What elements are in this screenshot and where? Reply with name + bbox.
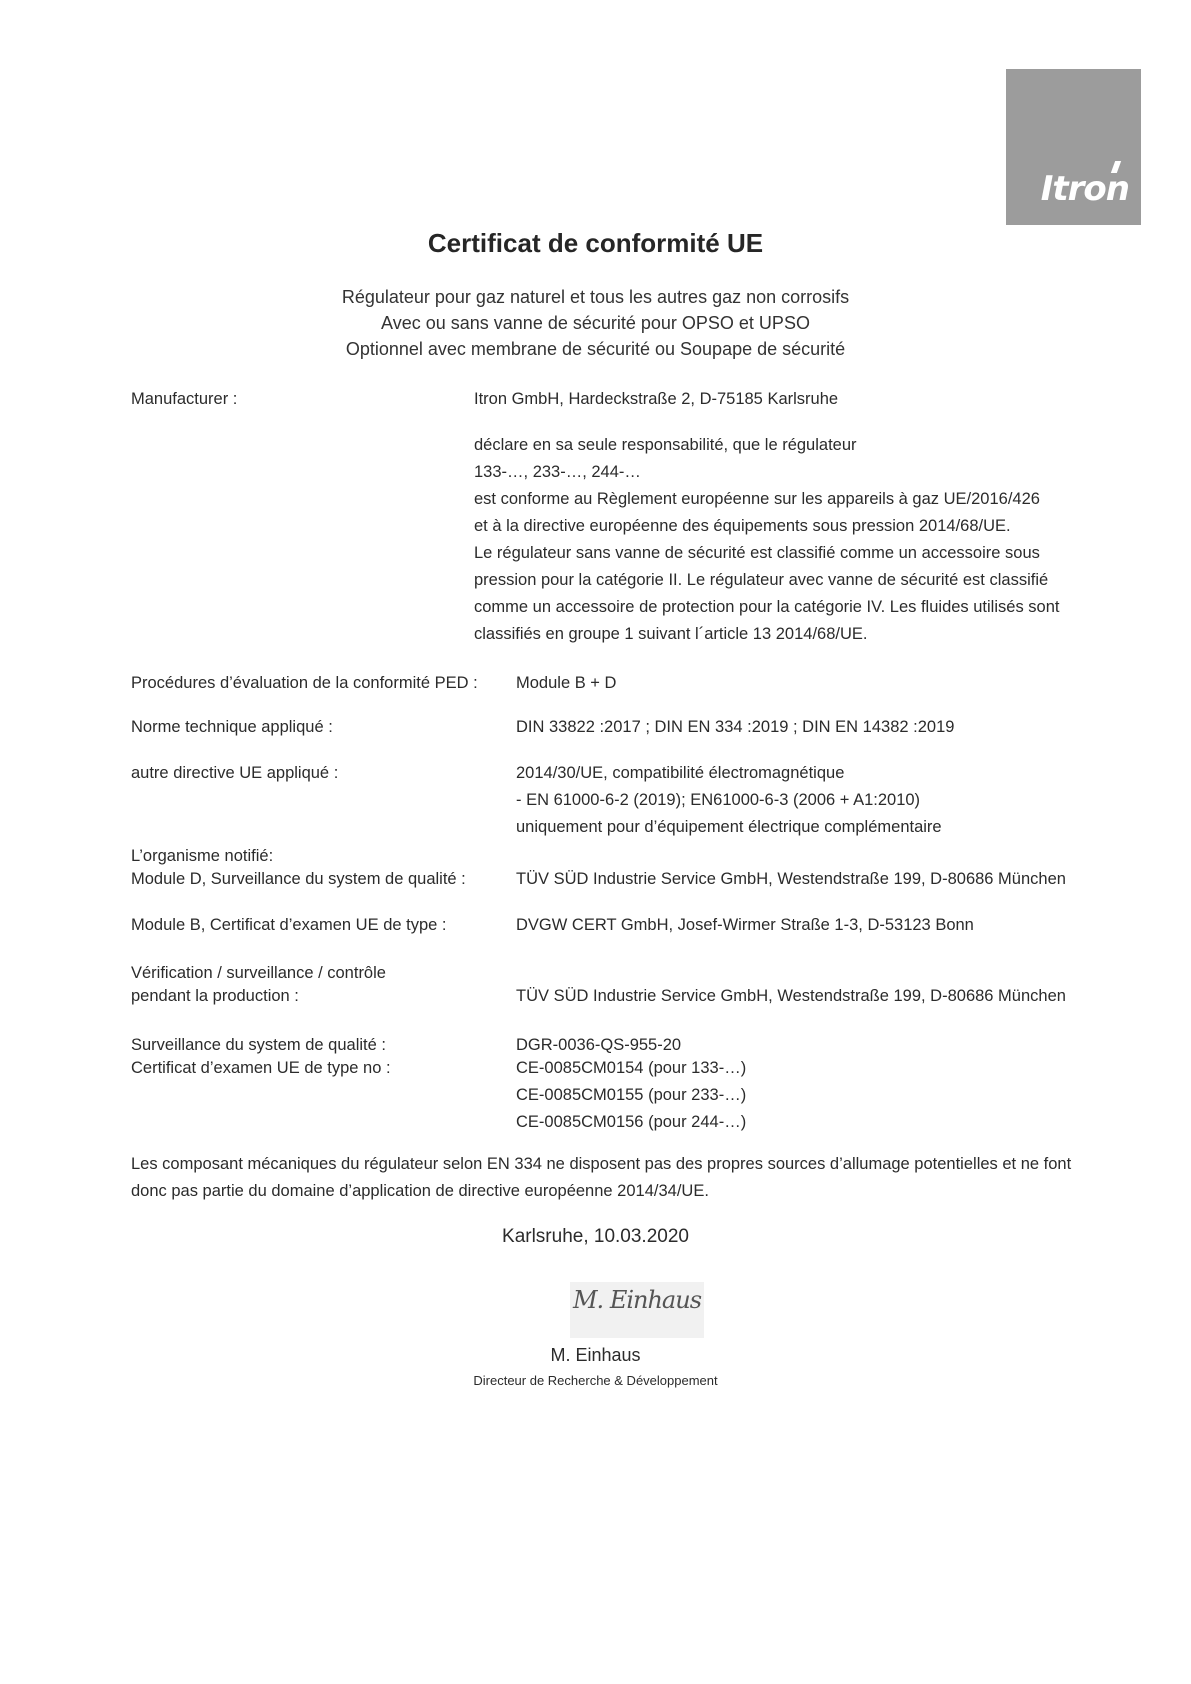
declaration-line: classifiés en groupe 1 suivant l´article 13 2014/68/UE. <box>474 625 868 643</box>
declaration-line: est conforme au Règlement européenne sur les appareils à gaz UE/2016/426 <box>474 490 1040 508</box>
module-b-label: Module B, Certificat d’examen UE de type : <box>131 916 447 934</box>
closing-paragraph <box>131 1151 1141 1205</box>
procedures-label: Procédures d’évaluation de la conformité PED : <box>131 674 478 692</box>
signature-area <box>570 1282 704 1338</box>
module-b-value: DVGW CERT GmbH, Josef-Wirmer Straße 1-3, D-53123 Bonn <box>516 916 974 934</box>
manufacturer-value: Itron GmbH, Hardeckstraße 2, D-75185 Karlsruhe <box>474 390 839 408</box>
certificat-value: CE-0085CM0156 (pour 244-…) <box>516 1113 747 1131</box>
closing-line: donc pas partie du domaine d’application de directive européenne 2014/34/UE. <box>131 1182 709 1200</box>
place-date: Karlsruhe, 10.03.2020 <box>502 1226 689 1247</box>
module-d-value: TÜV SÜD Industrie Service GmbH, Westendstraße 199, D-80686 München <box>516 870 1066 888</box>
declaration-line: Le régulateur sans vanne de sécurité est classifié comme un accessoire sous <box>474 544 1040 562</box>
certificat-value: CE-0085CM0154 (pour 133-…) <box>516 1059 747 1077</box>
closing-line: Les composant mécaniques du régulateur selon EN 334 ne disposent pas des propres sources d’allumage potentielles et ne font <box>131 1155 1072 1173</box>
page-title: Certificat de conformité UE <box>427 228 764 258</box>
subtitle-line-3: Optionnel avec membrane de sécurité ou Soupape de sécurité <box>345 339 846 359</box>
declaration-line: 133-…, 233-…, 244-… <box>474 463 641 481</box>
module-d-label: Module D, Surveillance du system de qualité : <box>131 870 466 888</box>
subtitle-line-1: Régulateur pour gaz naturel et tous les autres gaz non corrosifs <box>341 287 850 307</box>
manufacturer-label: Manufacturer : <box>131 390 238 408</box>
norme-value: DIN 33822 :2017 ; DIN EN 334 :2019 ; DIN EN 14382 :2019 <box>516 718 955 736</box>
surveillance-label: Surveillance du system de qualité : <box>131 1036 386 1054</box>
itron-logo <box>1006 69 1141 225</box>
certificat-label: Certificat d’examen UE de type no : <box>131 1059 391 1077</box>
procedures-value: Module B + D <box>516 674 617 692</box>
certificat-value: CE-0085CM0155 (pour 233-…) <box>516 1086 747 1104</box>
declaration-line: comme un accessoire de protection pour la catégorie IV. Les fluides utilisés sont <box>474 598 1060 616</box>
norme-label: Norme technique appliqué : <box>131 718 333 736</box>
verification-value: TÜV SÜD Industrie Service GmbH, Westendstraße 199, D-80686 München <box>516 987 1066 1005</box>
surveillance-value: DGR-0036-QS-955-20 <box>516 1036 682 1054</box>
verification-label-line-1: Vérification / surveillance / contrôle <box>131 964 386 982</box>
signatory-name: M. Einhaus <box>550 1345 641 1365</box>
autre-directive-value: 2014/30/UE, compatibilité électromagnétique <box>516 764 845 782</box>
subtitle-line-2: Avec ou sans vanne de sécurité pour OPSO et UPSO <box>381 313 810 333</box>
handwritten-signature: M. Einhaus <box>572 1286 702 1314</box>
logo-text: Itron <box>1040 169 1129 209</box>
declaration-line: et à la directive européenne des équipements sous pression 2014/68/UE. <box>474 517 1011 535</box>
autre-directive-label: autre directive UE appliqué : <box>131 764 339 782</box>
verification-label-line-2: pendant la production : <box>131 987 299 1005</box>
declaration-line: déclare en sa seule responsabilité, que le régulateur <box>474 436 857 454</box>
organisme-label: L’organisme notifié: <box>131 847 274 865</box>
signatory-role: Directeur de Recherche & Développement <box>473 1373 718 1388</box>
autre-directive-value: uniquement pour d’équipement électrique complémentaire <box>516 818 942 836</box>
autre-directive-value: - EN 61000-6-2 (2019); EN61000-6-3 (2006 + A1:2010) <box>516 791 921 809</box>
declaration-line: pression pour la catégorie II. Le régulateur avec vanne de sécurité est classifié <box>474 571 1049 589</box>
